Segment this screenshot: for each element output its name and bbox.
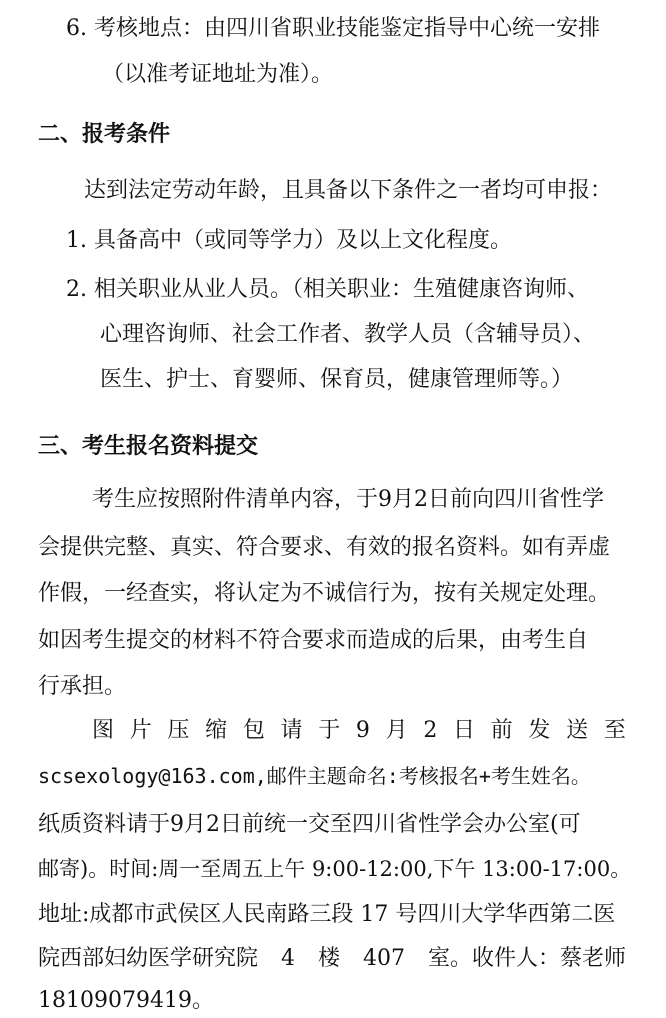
- paragraph-1-line-2: 会提供完整、真实、符合要求、有效的报名资料。如有弄虚: [38, 535, 611, 560]
- word: 请: [280, 718, 303, 743]
- word: 片: [129, 718, 152, 743]
- word: 至: [603, 718, 626, 743]
- email-and-subject: scsexology@163.com,邮件主题命名:考核报名+考生姓名。: [38, 764, 591, 788]
- contact-phone: 18109079419。: [38, 988, 214, 1013]
- word: 压: [167, 718, 190, 743]
- word: 前: [490, 718, 513, 743]
- word: 9: [355, 718, 370, 743]
- word: 月: [385, 718, 408, 743]
- condition-item-2-line-2: 心理咨询师、社会工作者、教学人员（含辅导员）、: [100, 322, 596, 347]
- word: 包: [242, 718, 265, 743]
- conditions-intro: 达到法定劳动年龄，且具备以下条件之一者均可申报：: [84, 178, 613, 203]
- word: 缩: [205, 718, 228, 743]
- paragraph-2-line-3: 纸质资料请于9月2日前统一交至四川省性学会办公室(可: [38, 812, 581, 837]
- address-segment: 楼: [317, 946, 340, 971]
- paragraph-1-line-5: 行承担。: [38, 674, 127, 699]
- paragraph-2-line-6: [38, 948, 626, 970]
- paragraph-2-line-1: [92, 720, 626, 742]
- condition-item-2-line-1: 2. 相关职业从业人员。（相关职业：生殖健康咨询师、: [66, 277, 589, 302]
- paragraph-1-line-4: 如因考生提交的材料不符合要求而造成的后果，由考生自: [38, 628, 589, 653]
- address-segment: 407: [362, 946, 405, 971]
- condition-item-2-line-3: 医生、护士、育婴师、保育员，健康管理师等。）: [100, 367, 574, 392]
- word: 送: [566, 718, 589, 743]
- paragraph-2-line-2-email: [38, 766, 591, 788]
- word: 图: [92, 718, 115, 743]
- condition-item-1: 1. 具备高中（或同等学力）及以上文化程度。: [66, 228, 512, 253]
- address-segment: 室。收件人：蔡老师: [427, 946, 626, 971]
- address-segment: 4: [281, 946, 295, 971]
- address-segment: 院西部妇幼医学研究院: [38, 946, 259, 971]
- paragraph-2-line-4: 邮寄)。时间:周一至周五上午 9:00-12:00,下午 13:00-17:00。: [38, 857, 632, 881]
- paragraph-1-line-3: 作假，一经查实，将认定为不诚信行为，按有关规定处理。: [38, 581, 611, 606]
- section-heading-submission: 三、考生报名资料提交: [38, 434, 259, 459]
- paragraph-1-line-1: 考生应按照附件清单内容，于9月2日前向四川省性学: [92, 487, 604, 512]
- item-6-line-1: 6. 考核地点：由四川省职业技能鉴定指导中心统一安排: [66, 16, 600, 41]
- word: 于: [318, 718, 341, 743]
- word: 2: [423, 718, 438, 743]
- section-heading-conditions: 二、报考条件: [38, 122, 171, 147]
- word: 日: [453, 718, 476, 743]
- item-6-line-2: （以准考证地址为准）。: [102, 62, 334, 87]
- paragraph-2-line-5: 地址:成都市武侯区人民南路三段 17 号四川大学华西第二医: [38, 902, 616, 927]
- word: 发: [528, 718, 551, 743]
